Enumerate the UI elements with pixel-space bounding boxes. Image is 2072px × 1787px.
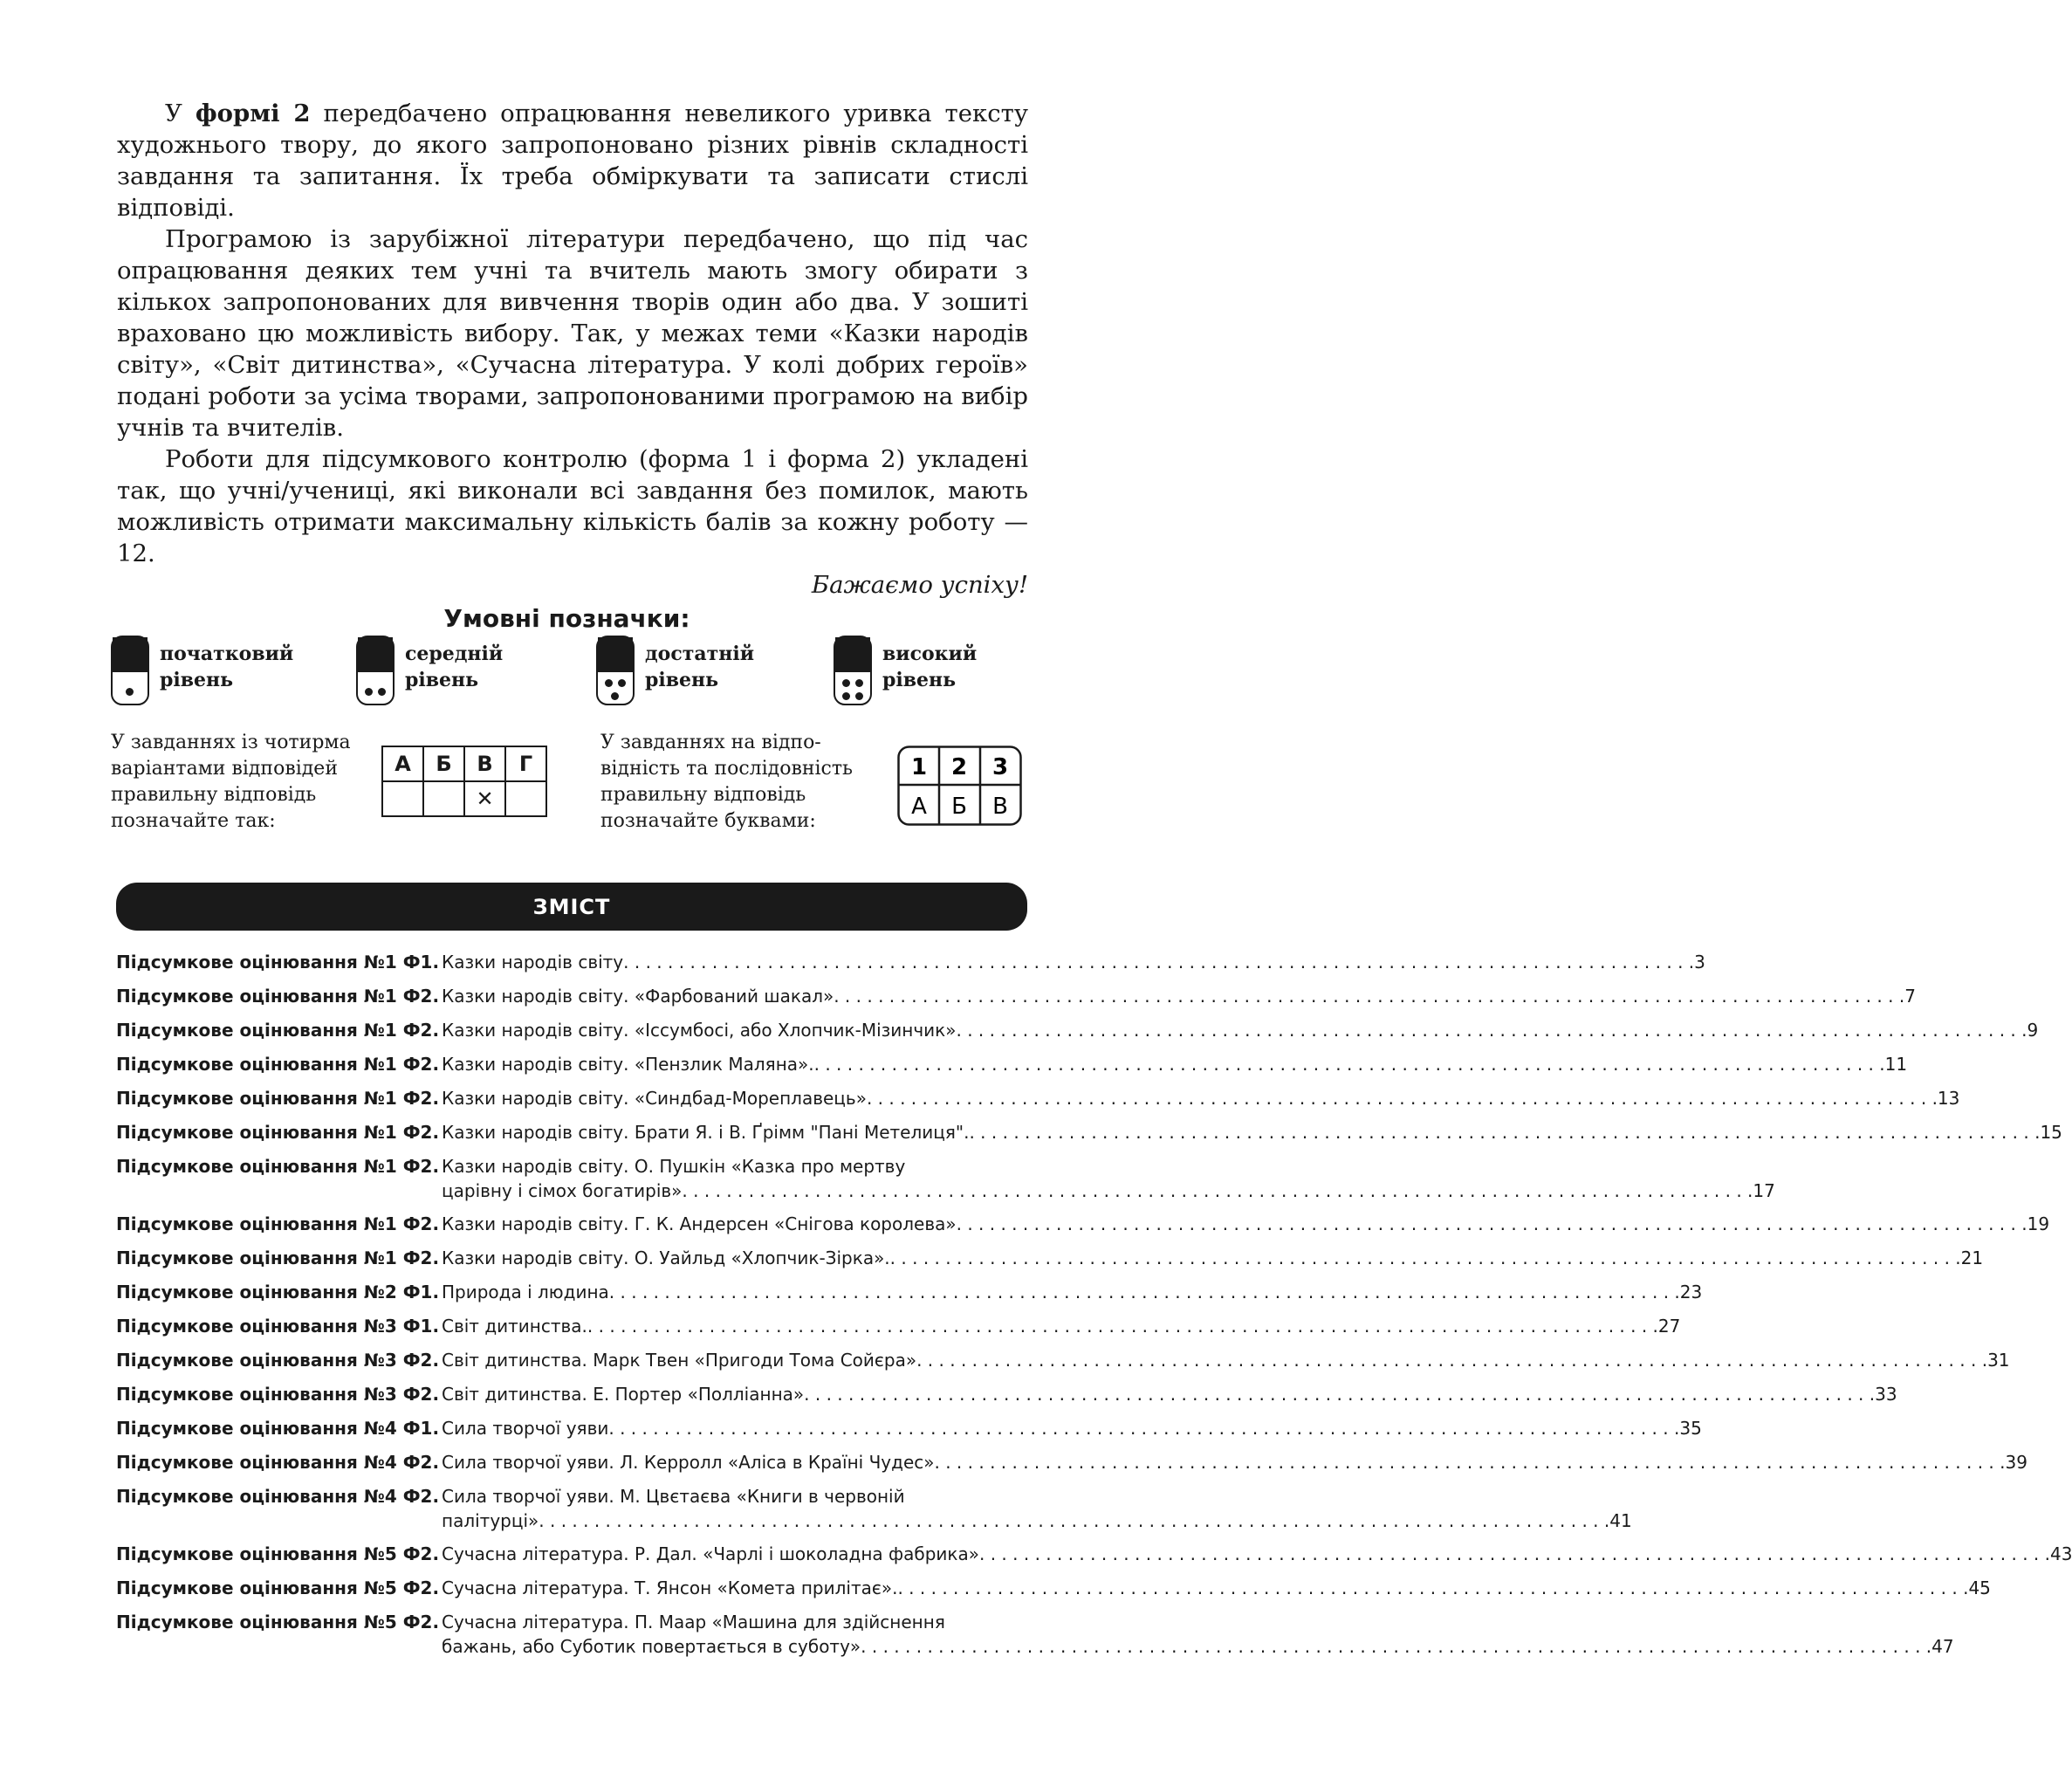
toc-entry-title: Сучасна література. Р. Дал. «Чарлі і шоколадна фабрика» (442, 1543, 979, 1564)
level-1-dots-icon (111, 636, 149, 705)
toc-leader-dots (587, 1314, 1658, 1338)
toc-leader-dots (867, 1086, 1938, 1110)
toc-entry-title: Казки народів світу. «Фарбований шакал» (442, 986, 834, 1007)
toc-header: ЗМІСТ (116, 883, 1027, 931)
toc-page-number: 33 (1875, 1384, 1897, 1405)
toc-entry-prefix: Підсумкове оцінювання №1 Ф2. (116, 1122, 440, 1143)
toc-leader-dots (979, 1542, 2050, 1566)
toc-page-number: 7 (1904, 986, 1916, 1007)
toc-entry-title: Світ дитинства. Е. Портер «Полліанна» (442, 1384, 805, 1405)
toc-entry-prefix: Підсумкове оцінювання №1 Ф2. (116, 1247, 440, 1268)
level-3-dots-icon (596, 636, 635, 705)
toc-leader-dots (890, 1246, 1961, 1270)
toc-entry-title: Казки народів світу. О. Уайльд «Хлопчик-Зірка». (442, 1247, 890, 1268)
intro-paragraph-1: У формі 2 передбачено опрацювання невеликого уривка тексту художнього твору, до якого запропоновано різних рівнів складності завдання та запитання. Їх треба обміркувати та записати стислі відповіді. (117, 100, 1028, 222)
cross-mark-icon: ✕ (464, 781, 505, 816)
toc-entry (116, 1576, 1991, 1600)
toc-leader-dots (539, 1509, 1609, 1533)
toc-entry (116, 1382, 1897, 1406)
toc-entry-prefix: Підсумкове оцінювання №1 Ф2. (116, 1054, 440, 1075)
toc-entry (116, 1246, 1984, 1270)
toc-page-number: 35 (1679, 1418, 1702, 1439)
matching-header-2: 2 (950, 754, 968, 780)
toc-entry-prefix: Підсумкове оцінювання №1 Ф2. (116, 986, 440, 1007)
toc-entry-prefix: Підсумкове оцінювання №1 Ф2. (116, 1020, 440, 1041)
toc-leader-dots (804, 1382, 1875, 1406)
matching-answer-3: В (992, 794, 1008, 820)
toc-entry-prefix: Підсумкове оцінювання №3 Ф2. (116, 1350, 440, 1371)
toc-entry (116, 1416, 1702, 1440)
toc-page-number: 3 (1694, 952, 1705, 973)
toc-entry-prefix: Підсумкове оцінювання №4 Ф2. (116, 1486, 440, 1507)
toc-leader-dots (916, 1348, 1987, 1372)
signature: Бажаємо успіху! (811, 571, 1028, 599)
intro-paragraph-3: Роботи для підсумкового контролю (форма 1 і форма 2) укладені так, що учні/учениці, які виконали всі завдання без помилок, мають можливість отримати максимальну кількість балів за кожну роботу — 12. (117, 445, 1028, 567)
toc-entry-title: Світ дитинства. (442, 1316, 587, 1337)
level-4-dots-icon (834, 636, 872, 705)
toc-leader-dots (957, 1018, 2027, 1042)
intro-bold-term: формі 2 (195, 100, 311, 127)
toc-entry-title: Казки народів світу. «Пензлик Маляна». (442, 1054, 814, 1075)
toc-page-number: 47 (1931, 1636, 1954, 1657)
toc-entry (116, 1610, 1954, 1659)
toc-entry (116, 950, 1705, 974)
toc-page-number: 11 (1884, 1054, 1908, 1075)
toc-entry-title: Природа і людина (442, 1282, 609, 1302)
toc-leader-dots (935, 1450, 2006, 1474)
toc-entry (116, 1212, 2050, 1236)
toc-entry-title: Казки народів світу. «Іссумбосі, або Хлопчик-Мізинчик» (442, 1020, 957, 1041)
intro-paragraph-2: Програмою із зарубіжної літератури передбачено, що під час опрацювання деяких тем учні та вчитель мають змогу обирати з кількох запропонованих для вивчення творів один або два. У зошиті враховано цю можливість вибору. Так, у межах теми «Казки народів світу», «Світ дитинства», «Сучасна література. У колі добрих героїв» подані роботи за усіма творами, запропонованими програмою на вибір учнів та вчителів. (117, 225, 1028, 442)
toc-entry (116, 1052, 1908, 1076)
toc-entry-prefix: Підсумкове оцінювання №5 Ф2. (116, 1577, 440, 1598)
toc-entry-prefix: Підсумкове оцінювання №1 Ф2. (116, 1156, 440, 1177)
toc-entry-title: Сучасна література. П. Маар «Машина для здійснення (442, 1612, 945, 1632)
level-2-dots-icon (356, 636, 395, 705)
toc-entry (116, 1280, 1703, 1304)
legend-title: Умовні позначки: (443, 604, 690, 633)
toc-entry-prefix: Підсумкове оцінювання №4 Ф2. (116, 1452, 440, 1473)
toc-entry-prefix: Підсумкове оцінювання №1 Ф2. (116, 1213, 440, 1234)
toc-leader-dots (957, 1212, 2027, 1236)
toc-entry-title: Казки народів світу. «Синдбад-Мореплавець» (442, 1088, 867, 1109)
instruction-matching: У завданнях на відпо- відність та послідовність правильну відповідь позначайте буквами: (600, 732, 853, 832)
toc-leader-dots (969, 1120, 2040, 1144)
toc-page-number: 41 (1609, 1510, 1632, 1531)
intro-text (117, 98, 1028, 601)
toc-leader-dots (682, 1179, 1753, 1203)
toc-page-number: 39 (2005, 1452, 2027, 1473)
toc-entry-prefix: Підсумкове оцінювання №1 Ф1. (116, 952, 440, 973)
toc-entry-prefix: Підсумкове оцінювання №5 Ф2. (116, 1612, 440, 1632)
toc-entry-title: Казки народів світу. О. Пушкін «Казка про мертву (442, 1156, 906, 1177)
toc-page-number: 43 (2049, 1543, 2072, 1564)
toc-entry-prefix: Підсумкове оцінювання №2 Ф1. (116, 1282, 440, 1302)
matching-header-1: 1 (910, 754, 928, 780)
toc-leader-dots (608, 1416, 1679, 1440)
toc-entry-title: царівну і сімох богатирів» (442, 1180, 683, 1201)
toc-entry-prefix: Підсумкове оцінювання №3 Ф2. (116, 1384, 440, 1405)
toc-entry-title: палітурці» (442, 1510, 539, 1531)
level-medium: середній рівень (356, 636, 574, 707)
toc-page-number: 23 (1679, 1282, 1703, 1302)
toc-entry-title: бажань, або Суботик повертається в суботу» (442, 1636, 861, 1657)
toc-page-number: 21 (1960, 1247, 1984, 1268)
level-basic: початковий рівень (111, 636, 329, 707)
level-sufficient: достатній рівень (596, 636, 814, 707)
toc-leader-dots (861, 1634, 1931, 1659)
matching-header-3: 3 (991, 754, 1009, 780)
toc-page-number: 13 (1937, 1088, 1960, 1109)
toc-entry-prefix: Підсумкове оцінювання №4 Ф1. (116, 1418, 440, 1439)
toc-leader-dots (834, 984, 1904, 1008)
matching-answer-2: Б (951, 794, 967, 820)
toc-page-number: 9 (2027, 1020, 2039, 1041)
toc-entry-title: Казки народів світу (442, 952, 624, 973)
answer-grid-example: А Б В Г ✕ (381, 746, 547, 817)
toc-entry-title: Казки народів світу. Г. К. Андерсен «Снігова королева» (442, 1213, 957, 1234)
toc-leader-dots (814, 1052, 1885, 1076)
toc-entry (116, 1120, 2062, 1144)
toc-entry-title: Світ дитинства. Марк Твен «Пригоди Тома Сойєра» (442, 1350, 917, 1371)
toc-entry-title: Сила творчої уяви. М. Цвєтаєва «Книги в червоній (442, 1486, 905, 1507)
toc-entry (116, 1154, 1775, 1203)
toc-page-number: 17 (1753, 1180, 1775, 1201)
toc-page-number: 27 (1657, 1316, 1681, 1337)
toc-page-number: 45 (1968, 1577, 1991, 1598)
level-high: високий рівень (834, 636, 1052, 707)
toc-entry-prefix: Підсумкове оцінювання №5 Ф2. (116, 1543, 440, 1564)
toc-page-number: 31 (1987, 1350, 2010, 1371)
toc-entry (116, 1348, 2010, 1372)
toc-entry (116, 1086, 1960, 1110)
toc-entry (116, 984, 1916, 1008)
toc-entry (116, 1018, 2039, 1042)
toc-entry (116, 1450, 2027, 1474)
toc-entry (116, 1484, 1632, 1533)
matching-grid-example (897, 746, 1022, 826)
toc-entry-prefix: Підсумкове оцінювання №3 Ф1. (116, 1316, 440, 1337)
toc-entry (116, 1314, 1681, 1338)
toc-leader-dots (609, 1280, 1680, 1304)
toc-entry-prefix: Підсумкове оцінювання №1 Ф2. (116, 1088, 440, 1109)
toc-entry-title: Сила творчої уяви (442, 1418, 609, 1439)
toc-list (116, 950, 2072, 1667)
toc-page-number: 15 (2040, 1122, 2062, 1143)
instruction-four-options: У завданнях із чотирма варіантами відповідей правильну відповідь позначайте так: (111, 732, 351, 832)
toc-leader-dots (623, 950, 1694, 974)
toc-entry (116, 1542, 2072, 1566)
toc-entry-title: Сила творчої уяви. Л. Керролл «Аліса в Країні Чудес» (442, 1452, 935, 1473)
toc-leader-dots (897, 1576, 1968, 1600)
toc-page-number: 19 (2027, 1213, 2050, 1234)
toc-entry-title: Сучасна література. Т. Янсон «Комета прилітає». (442, 1577, 898, 1598)
toc-entry-title: Казки народів світу. Брати Я. і В. Ґрімм "Пані Метелиця". (442, 1122, 970, 1143)
matching-answer-1: А (911, 794, 927, 820)
